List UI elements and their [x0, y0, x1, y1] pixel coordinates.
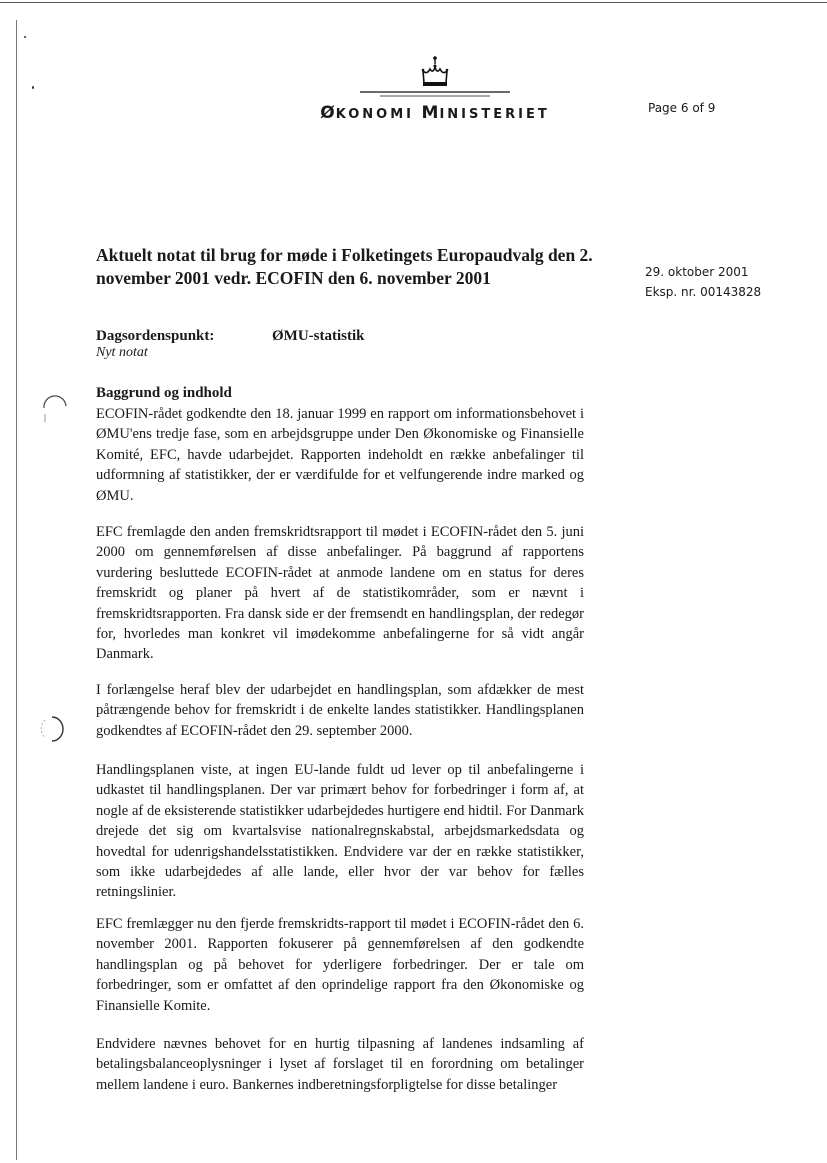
note-type: Nyt notat	[96, 345, 148, 360]
agenda-value: ØMU-statistik	[272, 328, 365, 344]
ministry-name: ØKONOMI MINISTERIET	[320, 103, 550, 123]
agenda-label: Dagsordenspunkt:	[96, 328, 215, 344]
punch-hole-icon	[40, 394, 70, 426]
body-paragraph: EFC fremlagde den anden fremskridtsrapport til mødet i ECOFIN-rådet den 5. juni 2000 om gennemførelsen af disse anbefalinger. På baggrund af rapportens vurdering besluttede ECOFIN-rådet at anmode landene om en status for deres fremskridt og planer på hvert af de statistikområder, som er nævnt i fremskridtsrapporten. Fra dansk side er der fremsendt en handlingsplan, der redegør for, hvorledes man konkret vil imødekomme anbefalingerne for så vidt angår Danmark.	[96, 524, 584, 663]
crown-icon	[360, 55, 510, 101]
document-title: Aktuelt notat til brug for møde i Folketingets Europaudvalg den 2. november 2001 vedr. ECOFIN den 6. november 2001	[96, 245, 593, 288]
page-top-border	[0, 2, 827, 3]
section-heading: Baggrund og indhold	[96, 385, 232, 401]
scan-speck	[24, 36, 26, 38]
document-date: 29. oktober 2001	[645, 265, 749, 279]
page-number: Page 6 of 9	[648, 101, 716, 115]
punch-hole-icon	[36, 714, 66, 744]
body-paragraph: Handlingsplanen viste, at ingen EU-lande fuldt ud lever op til anbefalingerne i udkastet til handlingsplanen. Der var primært behov for forbedringer i form af, at nogle af de eksisterende statistikker udarbejdedes hurtigere end hidtil. For Danmark drejede det sig om kvartalsvise nationalregnskabstal, arbejdsmarkedsdata og hovedtal for udenrigshandelsstatistikken. Endvidere var der en række statistikker, som ikke udarbejdedes af alle lande, eller hvor der var behov for fælles retningslinier.	[96, 762, 584, 901]
document-reference: Eksp. nr. 00143828	[645, 285, 762, 299]
body-paragraph: ECOFIN-rådet godkendte den 18. januar 1999 en rapport om informationsbehovet i ØMU'ens tredje fase, som en arbejdsgruppe under Den Økonomiske og Finansielle Komité, EFC, havde udarbejdet. Rapporten indeholdt en række anbefalinger til udformning af statistikker, der er værdifulde for et velfungerende indre marked og ØMU.	[96, 406, 584, 504]
document-meta	[645, 262, 761, 302]
page-left-border	[16, 20, 17, 1160]
body-paragraph: I forlængelse heraf blev der udarbejdet en handlingsplan, som afdækker de mest påtrængende behov for fremskridt i de enkelte landes statistikker. Handlingsplanen godkendtes af ECOFIN-rådet den 29. september 2000.	[96, 682, 584, 739]
body-paragraph: EFC fremlægger nu den fjerde fremskridts-rapport til mødet i ECOFIN-rådet den 6. november 2001. Rapporten fokuserer på gennemførelsen af den godkendte handlingsplan og på behovet for yderligere forbedringer. Der er tale om forbedringer, som er omfattet af den oprindelige rapport fra den Økonomiske og Finansielle Komite.	[96, 916, 584, 1014]
body-paragraph: Endvidere nævnes behovet for en hurtig tilpasning af landenes indsamling af betalingsbalanceoplysninger i lyset af forslaget til en forordning om betalinger mellem landene i euro. Bankernes indberetningsforpligtelse for disse betalinger	[96, 1036, 584, 1093]
scan-speck	[32, 86, 34, 89]
